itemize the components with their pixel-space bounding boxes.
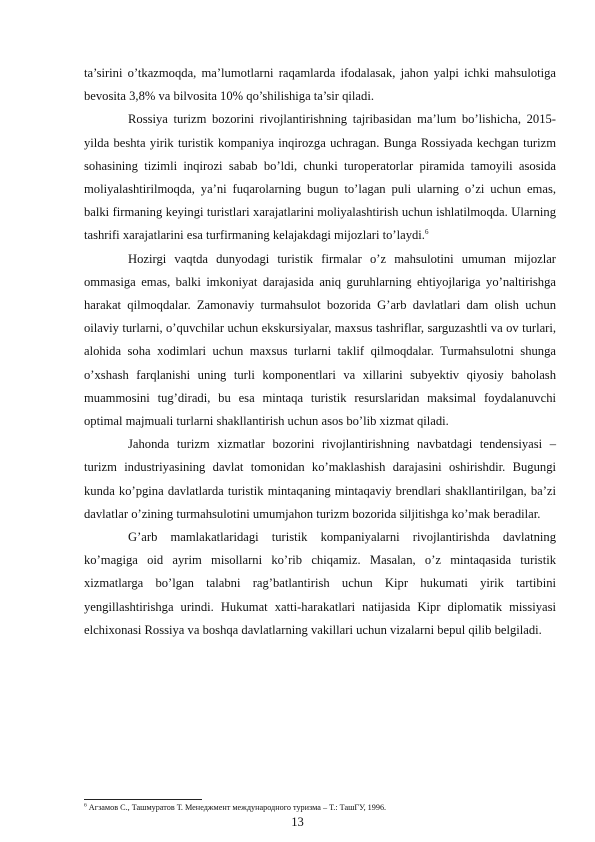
paragraph-text: Hozirgi vaqtda dunyodagi turistik firmalar o’z mahsulotini umuman mijozlar ommasiga emas, balki imkoniyat darajasida aniq guruhlarning ehtiyojlariga yo’naltirishga harakat qilmoqdalar. Zamonaviy turmahsulot bozorida G’arb davlatlari dam olish uchun oilaviy turlarni, o’quvchilar uchun ekskursiyalar, maxsus tashriflar, sarguzashtli va ov turlari, alohida soha xodimlari uchun maxsus turlarni taklif qilmoqdalar. Turmahsulotni shunga o’xshash farqlanishi uning turli komponentlari va xillarini subyektiv qiyosiy baholash muammosini tug’diradi, bu esa mintaqa turistik resurslaridan maksimal foydalanuvchi optimal majmuali turlarni shakllantirish uchun asos bo’lib xizmat qiladi. [84, 251, 556, 429]
body-text [84, 62, 556, 642]
paragraph-text: Jahonda turizm xizmatlar bozorini rivojlantirishning navbatdagi tendensiyasi – turizm industriyasining davlat tomonidan ko’maklashish darajasini oshirishdir. Bugungi kunda ko’pgina davlatlarda turistik mintaqaning mintaqaviy brendlari shakllantirilgan, ba’zi davlatlar o’zining turmahsulotini umumjahon turizm bozorida siljitishga ko’mak beradilar. [84, 437, 556, 521]
paragraph [84, 526, 556, 642]
footnote-reference[interactable]: 6 [424, 228, 429, 237]
paragraph [84, 248, 556, 434]
footnote [84, 802, 564, 813]
footnote-separator [84, 799, 202, 800]
footnote-text: Агзамов С., Ташмуратов Т. Менеджмент международного туризма – Т.: ТашГУ, 1996. [88, 803, 387, 812]
paragraph-text: Rossiya turizm bozorini rivojlantirishning tajribasidan ma’lum bo’lishicha, 2015-yilda beshta yirik turistik kompaniya inqirozga uchragan. Bunga Rossiyada kechgan turizm sohasining tizimli inqirozi sabab bo’ldi, chunki turoperatorlar piramida tamoyili asosida moliyalashtirilmoqda, ya’ni fuqarolarning bugun to’lagan puli ularning o’zi uchun emas, balki firmaning keyingi turistlari xarajatlarini moliyalashtirish uchun ishlatilmoqda. Ularning tashrifi xarajatlarini esa turfirmaning kelajakdagi mijozlari to’laydi. [84, 112, 556, 243]
footnote-mark: 6 [84, 802, 87, 809]
paragraph [84, 108, 556, 247]
paragraph [84, 62, 556, 108]
paragraph-text: ta’sirini o’tkazmoqda, ma’lumotlarni raqamlarda ifodalasak, jahon yalpi ichki mahsulotiga bevosita 3,8% va bilvosita 10% qo’shilishiga ta’sir qiladi. [84, 66, 556, 104]
paragraph [84, 433, 556, 526]
page-number: 13 [291, 815, 304, 829]
paragraph-text: G’arb mamlakatlaridagi turistik kompaniyalarni rivojlantirishda davlatning ko’magiga oid ayrim misollarni ko’rib chiqamiz. Masalan, o’z mintaqasida turistik xizmatlarga bo’lgan talabni rag’batlantirish uchun Kipr hukumati yirik tartibini yengillashtirishga urindi. Hukumat xatti-harakatlari natijasida Kipr diplomatik missiyasi elchixonasi Rossiya va boshqa davlatlarning vakillari uchun vizalarni bepul qilib belgiladi. [84, 530, 556, 637]
